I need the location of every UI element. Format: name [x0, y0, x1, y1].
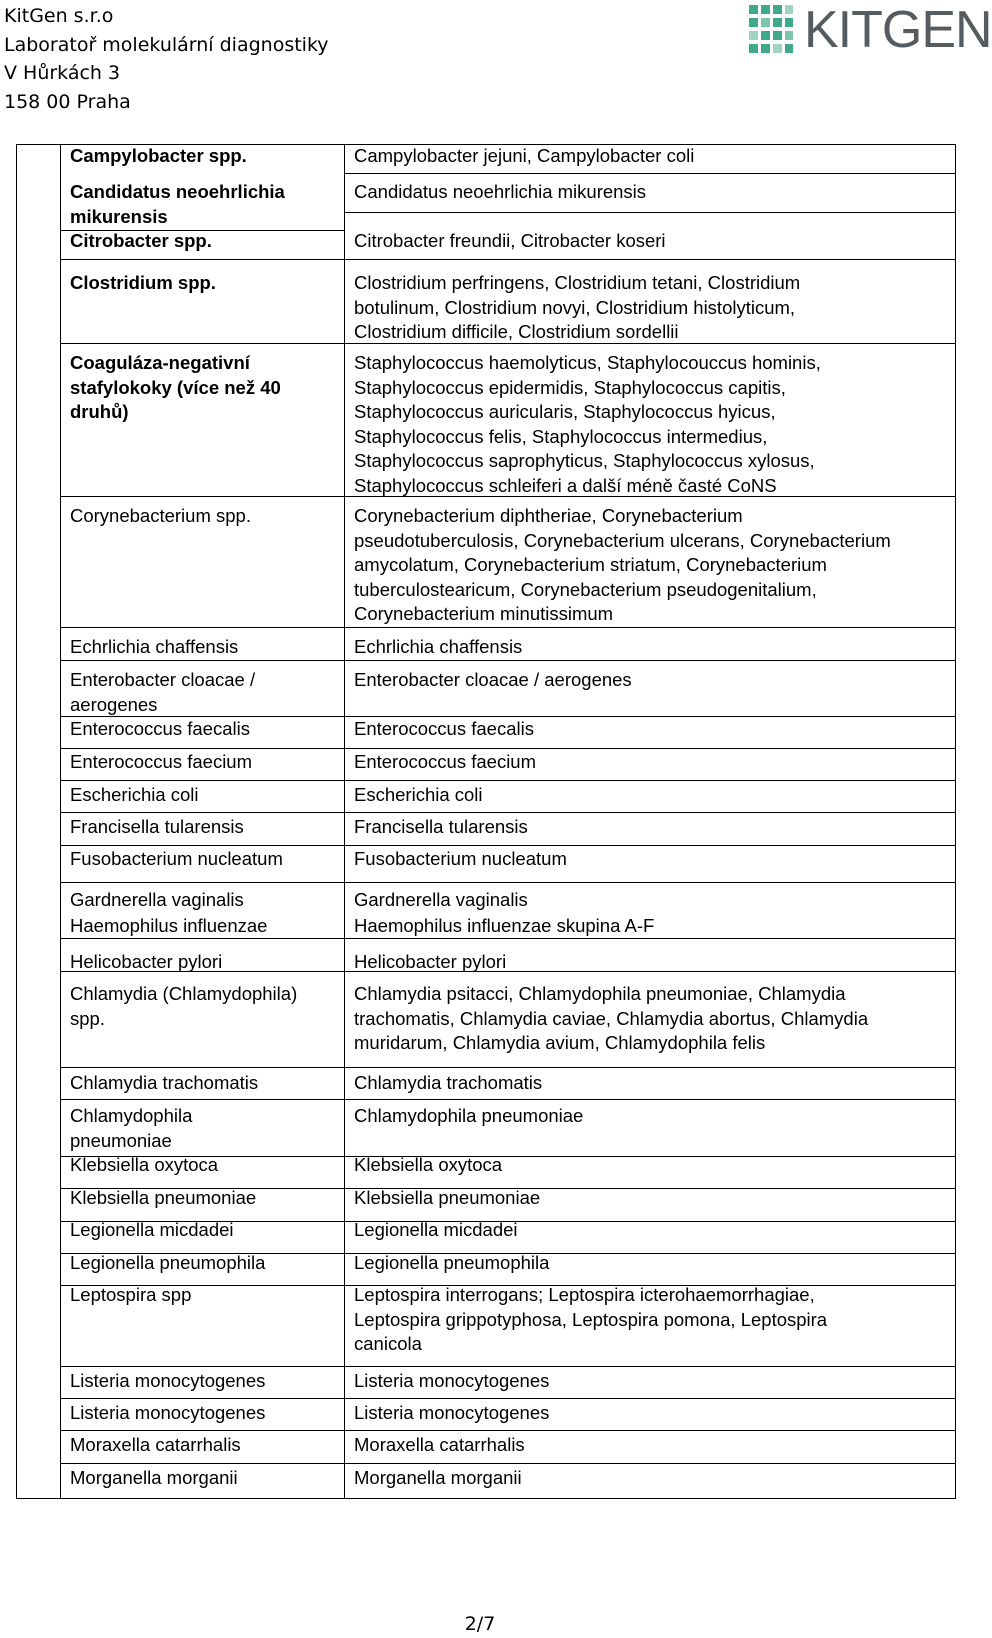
species-cell: Legionella micdadei [354, 1219, 518, 1240]
table-column-rule [344, 144, 345, 1499]
genus-cell: Enterococcus faecalis [70, 718, 250, 739]
genus-cell: Listeria monocytogenes [70, 1402, 266, 1423]
genus-cell: Klebsiella pneumoniae [70, 1187, 257, 1208]
genus-cell: Leptospira spp [70, 1284, 192, 1305]
species-cell: Haemophilus influenzae skupina A-F [354, 915, 655, 936]
species-cell: Corynebacterium diphtheriae, Corynebacterium pseudotuberculosis, Corynebacterium ulcerans, Corynebacterium amycolatum, Corynebacterium striatum, Corynebacterium tuberculostearicum, Corynebacterium pseudogenitalium, Corynebacterium minutissimum [354, 505, 891, 624]
row-divider [60, 1463, 956, 1464]
genus-cell: Corynebacterium spp. [70, 505, 251, 526]
city-postcode: 158 00 Praha [4, 90, 131, 113]
row-divider [60, 1067, 956, 1068]
species-cell: Clostridium perfringens, Clostridium tetani, Clostridium botulinum, Clostridium novyi, Clostridium histolyticum, Clostridium difficile, Clostridium sordellii [354, 272, 801, 342]
genus-cell: Francisella tularensis [70, 816, 244, 837]
row-divider [60, 627, 956, 628]
genus-cell: Gardnerella vaginalis [70, 889, 244, 910]
species-cell: Helicobacter pylori [354, 951, 507, 972]
species-cell: Enterococcus faecalis [354, 718, 534, 739]
species-cell: Listeria monocytogenes [354, 1370, 550, 1391]
row-divider [60, 845, 956, 846]
species-cell: Enterococcus faecium [354, 751, 537, 772]
species-cell: Chlamydia psitacci, Chlamydophila pneumoniae, Chlamydia trachomatis, Chlamydia caviae, Chlamydia abortus, Chlamydia muridarum, Chlamydia avium, Chlamydophila felis [354, 983, 869, 1053]
genus-cell: Enterococcus faecium [70, 751, 253, 772]
species-cell: Echrlichia chaffensis [354, 636, 523, 657]
genus-cell: Citrobacter spp. [70, 230, 212, 251]
species-cell: Legionella pneumophila [354, 1252, 550, 1273]
genus-cell: Listeria monocytogenes [70, 1370, 266, 1391]
genus-cell: Candidatus neoehrlichia mikurensis [70, 181, 285, 227]
genus-cell: Fusobacterium nucleatum [70, 848, 283, 869]
species-cell: Francisella tularensis [354, 816, 528, 837]
species-cell: Campylobacter jejuni, Campylobacter coli [354, 145, 695, 166]
species-cell: Escherichia coli [354, 784, 483, 805]
genus-cell: Chlamydia trachomatis [70, 1072, 259, 1093]
species-cell: Chlamydia trachomatis [354, 1072, 543, 1093]
genus-cell: Chlamydia (Chlamydophila) spp. [70, 983, 298, 1029]
genus-cell: Enterobacter cloacae / aerogenes [70, 669, 256, 715]
species-cell: Chlamydophila pneumoniae [354, 1105, 584, 1126]
company-name: KitGen s.r.o [4, 5, 114, 27]
page-number: 2/7 [464, 1613, 496, 1635]
row-divider [60, 780, 956, 781]
genus-cell: Campylobacter spp. [70, 145, 247, 166]
row-divider [60, 660, 956, 661]
species-cell: Moraxella catarrhalis [354, 1434, 525, 1455]
genus-cell: Legionella pneumophila [70, 1252, 266, 1273]
species-cell: Gardnerella vaginalis [354, 889, 528, 910]
table-column-rule [60, 144, 61, 1499]
row-divider [60, 1366, 956, 1367]
genus-cell: Coaguláza-negativní stafylokoky (více než 40 druhů) [70, 352, 281, 422]
department-name: Laboratoř molekulární diagnostiky [4, 33, 329, 56]
species-cell: Morganella morganii [354, 1467, 522, 1488]
species-cell: Klebsiella pneumoniae [354, 1187, 541, 1208]
species-cell: Candidatus neoehrlichia mikurensis [354, 181, 647, 202]
species-cell: Staphylococcus haemolyticus, Staphylocouccus hominis, Staphylococcus epidermidis, Staphylococcus capitis, Staphylococcus auricularis, Staphylococcus hyicus, Staphylococcus felis, Staphylococcus intermedius, Staphylococcus saprophyticus, Staphylococcus xylosus, Staphylococcus schleiferi a další méně časté CoNS [354, 352, 821, 496]
logo-dots-icon [748, 4, 794, 56]
lab-address [4, 2, 329, 116]
row-divider [344, 212, 956, 213]
genus-cell: Echrlichia chaffensis [70, 636, 239, 657]
logo-wordmark: KITGEN [804, 1, 992, 59]
species-cell: Listeria monocytogenes [354, 1402, 550, 1423]
genus-cell: Haemophilus influenzae [70, 915, 268, 936]
row-divider [60, 1430, 956, 1431]
row-divider [60, 1398, 956, 1399]
row-divider [60, 748, 956, 749]
row-divider [60, 1099, 956, 1100]
genus-cell: Clostridium spp. [70, 272, 216, 293]
genus-cell: Moraxella catarrhalis [70, 1434, 241, 1455]
species-cell: Enterobacter cloacae / aerogenes [354, 669, 632, 690]
row-divider [60, 812, 956, 813]
species-cell: Klebsiella oxytoca [354, 1154, 503, 1175]
species-cell: Fusobacterium nucleatum [354, 848, 567, 869]
street-address: V Hůrkách 3 [4, 62, 121, 84]
row-divider [60, 259, 956, 260]
genus-cell: Legionella micdadei [70, 1219, 234, 1240]
species-cell: Leptospira interrogans; Leptospira icterohaemorrhagiae, Leptospira grippotyphosa, Leptospira pomona, Leptospira canicola [354, 1284, 828, 1354]
row-divider [60, 882, 956, 883]
kitgen-logo [748, 1, 992, 59]
genus-cell: Morganella morganii [70, 1467, 238, 1488]
species-cell: Citrobacter freundii, Citrobacter koseri [354, 230, 666, 251]
row-divider [344, 173, 956, 174]
genus-cell: Chlamydophila pneumoniae [70, 1105, 193, 1151]
genus-cell: Klebsiella oxytoca [70, 1154, 219, 1175]
genus-cell: Escherichia coli [70, 784, 199, 805]
genus-cell: Helicobacter pylori [70, 951, 223, 972]
